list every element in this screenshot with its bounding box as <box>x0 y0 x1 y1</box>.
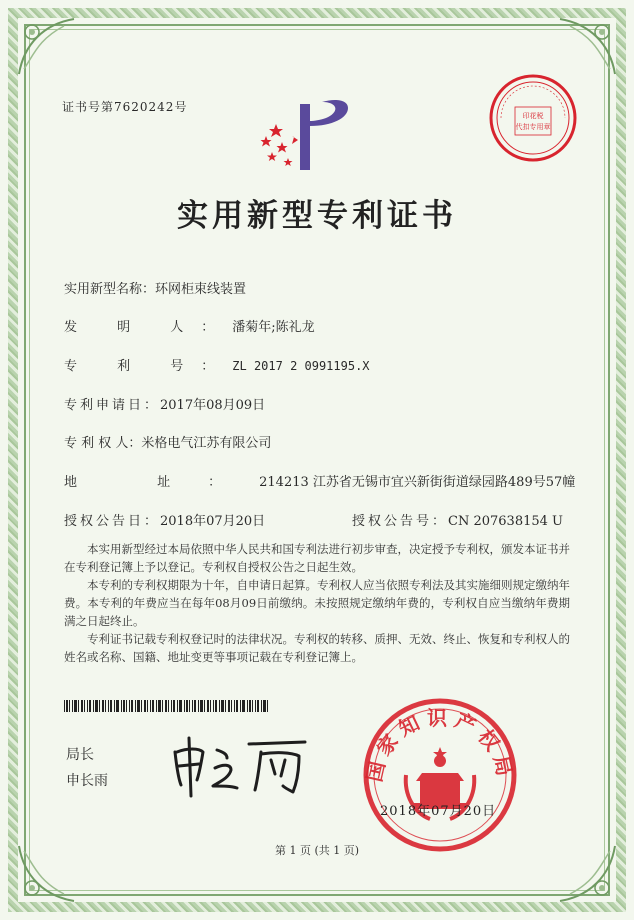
field-value: ZL 2017 2 0991195.X <box>232 359 370 373</box>
field-label: 发 明 人： <box>64 320 233 335</box>
field-label: 地 址： <box>64 475 260 490</box>
field-value: 2018年07月20日 <box>160 514 266 529</box>
seal-date: 2018年07月20日 <box>380 804 497 819</box>
field-label: 专 利 权 人： <box>64 436 142 451</box>
field-value: CN 207638154 U <box>448 514 563 529</box>
paragraph: 专利证书记载专利权登记时的法律状况。专利权的转移、质押、无效、终止、恢复和专利权人的姓名或名称、国籍、地址变更等事项记载在专利登记簿上。 <box>64 632 570 664</box>
field-value: 潘菊年;陈礼龙 <box>232 320 315 335</box>
patent-number-row <box>64 355 370 374</box>
filing-date-row <box>64 394 265 413</box>
field-value: 214213 江苏省无锡市宜兴新街街道绿园路489号57幢 <box>259 475 576 490</box>
certificate-number: 证书号第7620242号 <box>62 100 188 114</box>
field-label: 授权公告号： <box>352 514 449 529</box>
certificate-title: 实用新型专利证书 <box>177 198 457 234</box>
svg-text:印花税: 印花税 <box>522 112 544 120</box>
field-label: 专利申请日： <box>64 398 161 413</box>
field-value: 环网柜束线装置 <box>155 282 247 297</box>
inventor-row <box>64 316 315 335</box>
handwritten-signature <box>165 730 315 800</box>
barcode-icon <box>64 700 269 712</box>
director-title: 局长 <box>66 747 94 763</box>
address-row <box>64 471 575 490</box>
director-name: 申长雨 <box>66 773 108 789</box>
paragraph: 本专利的专利权期限为十年，自申请日起算。专利权人应当依照专利法及其实施细则规定缴纳年费。本专利的年费应当在每年08月09日前缴纳。未按照规定缴纳年费的，专利权自应当缴纳年费期满之日起终止。 <box>64 578 570 628</box>
patentee-row <box>64 432 271 451</box>
svg-text:代扣专用章: 代扣专用章 <box>515 123 551 131</box>
paragraph: 本实用新型经过本局依照中华人民共和国专利法进行初步审查，决定授予专利权，颁发本证书并在专利登记簿上予以登记。专利权自授权公告之日起生效。 <box>64 542 570 574</box>
field-label: 授权公告日： <box>64 514 161 529</box>
grant-number-row <box>352 510 563 529</box>
patent-office-logo-icon <box>252 96 362 176</box>
page-footer: 第 1 页 (共 1 页) <box>274 844 360 857</box>
utility-model-name-row <box>64 278 246 297</box>
tax-seal-icon <box>487 72 579 164</box>
corner-ornament-icon <box>14 14 84 84</box>
svg-text:国家知识产权局: 国家知识产权局 <box>362 706 518 784</box>
field-value: 米格电气江苏有限公司 <box>141 436 272 451</box>
national-ip-seal-icon <box>360 695 520 855</box>
field-label: 专 利 号： <box>64 359 233 374</box>
field-label: 实用新型名称： <box>64 282 156 297</box>
grant-date-row <box>64 510 265 529</box>
field-value: 2017年08月09日 <box>160 398 266 413</box>
